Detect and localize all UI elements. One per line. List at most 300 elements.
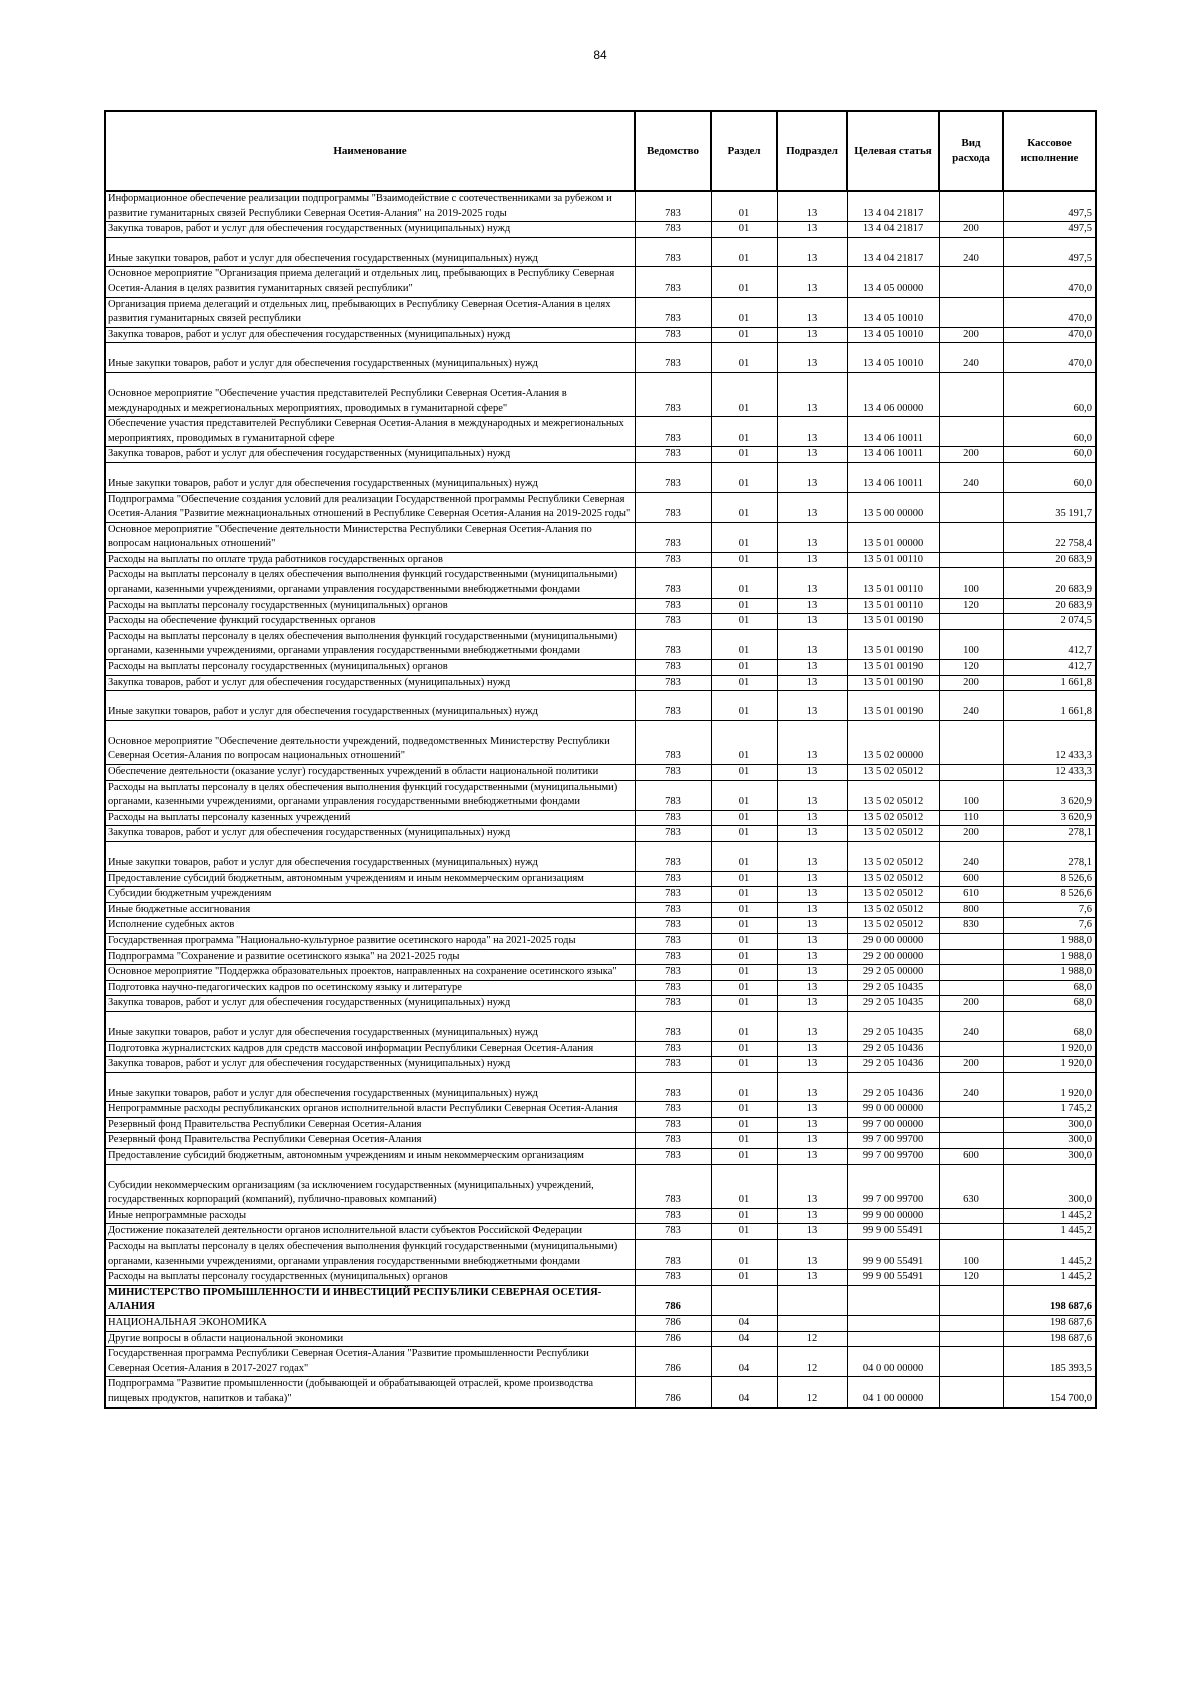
row-vedomstvo-cell: 783 (635, 1041, 711, 1057)
row-sum-cell: 470,0 (1003, 297, 1096, 327)
row-podrazdel-cell: 13 (777, 965, 847, 981)
header-podrazdel: Подраздел (777, 111, 847, 191)
row-celevaya-cell: 13 4 05 10010 (847, 343, 939, 373)
row-vid-cell (939, 297, 1003, 327)
row-vid-cell: 200 (939, 327, 1003, 343)
row-razdel-cell: 01 (711, 933, 777, 949)
row-razdel-cell: 01 (711, 949, 777, 965)
row-vedomstvo-cell: 786 (635, 1316, 711, 1332)
row-vid-cell (939, 522, 1003, 552)
row-vedomstvo-cell: 783 (635, 1072, 711, 1102)
row-sum-cell: 68,0 (1003, 996, 1096, 1012)
row-podrazdel-cell: 13 (777, 297, 847, 327)
row-name-cell: Основное мероприятие "Обеспечение участия представителей Республики Северная Осетия-Алания в международных и межрегиональных мероприятиях, проводимых в гуманитарной сфере" (105, 372, 635, 416)
row-podrazdel-cell: 13 (777, 462, 847, 492)
row-razdel-cell: 01 (711, 522, 777, 552)
table-row (105, 1102, 1096, 1118)
row-celevaya-cell: 13 5 01 00190 (847, 629, 939, 659)
table-row (105, 629, 1096, 659)
row-podrazdel-cell: 13 (777, 267, 847, 297)
row-name-cell: Резервный фонд Правительства Республики Северная Осетия-Алания (105, 1133, 635, 1149)
row-vedomstvo-cell: 783 (635, 949, 711, 965)
row-sum-cell: 470,0 (1003, 327, 1096, 343)
row-sum-cell: 278,1 (1003, 841, 1096, 871)
row-razdel-cell: 01 (711, 720, 777, 764)
row-vedomstvo-cell: 783 (635, 552, 711, 568)
row-celevaya-cell: 13 4 05 00000 (847, 267, 939, 297)
row-name-cell: Расходы на выплаты персоналу в целях обеспечения выполнения функций государственными (муниципальными) органами, казенными учреждениями, органами управления государственными внебюджетными фондами (105, 780, 635, 810)
row-vedomstvo-cell: 783 (635, 902, 711, 918)
row-podrazdel-cell: 12 (777, 1377, 847, 1408)
row-podrazdel-cell: 13 (777, 675, 847, 691)
row-name-cell: Государственная программа Республики Северная Осетия-Алания "Развитие промышленности Республики Северная Осетия-Алания в 2017-2027 годах" (105, 1347, 635, 1377)
row-podrazdel-cell: 13 (777, 372, 847, 416)
row-razdel-cell: 04 (711, 1377, 777, 1408)
row-razdel-cell: 01 (711, 871, 777, 887)
row-razdel-cell: 04 (711, 1316, 777, 1332)
table-row (105, 1347, 1096, 1377)
row-vedomstvo-cell: 786 (635, 1377, 711, 1408)
row-celevaya-cell: 99 9 00 55491 (847, 1270, 939, 1286)
row-vid-cell: 120 (939, 598, 1003, 614)
row-sum-cell: 60,0 (1003, 417, 1096, 447)
row-celevaya-cell: 13 5 01 00190 (847, 614, 939, 630)
row-celevaya-cell: 29 2 05 10435 (847, 1011, 939, 1041)
row-vedomstvo-cell: 783 (635, 372, 711, 416)
row-podrazdel-cell: 13 (777, 980, 847, 996)
row-name-cell: Иные закупки товаров, работ и услуг для обеспечения государственных (муниципальных) нужд (105, 1011, 635, 1041)
table-row (105, 1224, 1096, 1240)
row-name-cell: Подпрограмма "Развитие промышленности (добывающей и обрабатывающей отраслей, кроме производства пищевых продуктов, напитков и табака)" (105, 1377, 635, 1408)
row-razdel-cell: 01 (711, 267, 777, 297)
row-sum-cell: 278,1 (1003, 826, 1096, 842)
row-razdel-cell: 01 (711, 1133, 777, 1149)
row-sum-cell: 20 683,9 (1003, 598, 1096, 614)
row-sum-cell: 1 661,8 (1003, 675, 1096, 691)
row-vid-cell (939, 614, 1003, 630)
table-row (105, 552, 1096, 568)
row-razdel-cell: 04 (711, 1347, 777, 1377)
table-row (105, 841, 1096, 871)
row-vid-cell: 600 (939, 871, 1003, 887)
row-podrazdel-cell (777, 1316, 847, 1332)
row-vedomstvo-cell: 783 (635, 492, 711, 522)
row-vid-cell (939, 417, 1003, 447)
table-row (105, 1316, 1096, 1332)
row-vedomstvo-cell: 783 (635, 568, 711, 598)
table-row (105, 462, 1096, 492)
row-sum-cell: 12 433,3 (1003, 720, 1096, 764)
row-sum-cell: 1 988,0 (1003, 949, 1096, 965)
row-vedomstvo-cell: 783 (635, 222, 711, 238)
row-razdel-cell: 01 (711, 660, 777, 676)
row-vid-cell: 240 (939, 841, 1003, 871)
row-vid-cell: 120 (939, 660, 1003, 676)
row-vedomstvo-cell: 783 (635, 191, 711, 222)
row-podrazdel-cell: 13 (777, 1011, 847, 1041)
row-celevaya-cell: 13 4 05 10010 (847, 327, 939, 343)
row-name-cell: Закупка товаров, работ и услуг для обеспечения государственных (муниципальных) нужд (105, 1057, 635, 1073)
row-razdel-cell: 01 (711, 887, 777, 903)
row-name-cell: Обеспечение деятельности (оказание услуг) государственных учреждений в области национальной политики (105, 765, 635, 781)
row-vid-cell: 100 (939, 568, 1003, 598)
row-name-cell: Иные непрограммные расходы (105, 1208, 635, 1224)
table-row (105, 267, 1096, 297)
table-row (105, 965, 1096, 981)
row-celevaya-cell: 13 4 06 10011 (847, 417, 939, 447)
row-podrazdel-cell: 13 (777, 918, 847, 934)
row-vid-cell (939, 949, 1003, 965)
row-celevaya-cell: 13 5 02 00000 (847, 720, 939, 764)
row-razdel-cell: 01 (711, 297, 777, 327)
row-sum-cell: 1 920,0 (1003, 1057, 1096, 1073)
row-name-cell: Другие вопросы в области национальной экономики (105, 1331, 635, 1347)
row-vid-cell (939, 1041, 1003, 1057)
row-sum-cell: 470,0 (1003, 267, 1096, 297)
row-podrazdel-cell: 13 (777, 871, 847, 887)
row-vedomstvo-cell: 786 (635, 1347, 711, 1377)
row-vid-cell: 800 (939, 902, 1003, 918)
row-sum-cell: 12 433,3 (1003, 765, 1096, 781)
row-vid-cell: 600 (939, 1149, 1003, 1165)
row-vid-cell (939, 267, 1003, 297)
row-podrazdel-cell: 13 (777, 841, 847, 871)
row-podrazdel-cell: 13 (777, 417, 847, 447)
row-vedomstvo-cell: 783 (635, 826, 711, 842)
row-sum-cell: 3 620,9 (1003, 810, 1096, 826)
row-podrazdel-cell: 13 (777, 598, 847, 614)
row-podrazdel-cell: 13 (777, 996, 847, 1012)
row-celevaya-cell: 13 5 02 05012 (847, 918, 939, 934)
row-podrazdel-cell: 13 (777, 887, 847, 903)
row-name-cell: Подпрограмма "Обеспечение создания условий для реализации Государственной программы Республики Северная Осетия-Алания "Развитие межнациональных отношений в Республике Северная Осетия-Алания на 2019-2025 годы" (105, 492, 635, 522)
row-vedomstvo-cell: 783 (635, 810, 711, 826)
row-vid-cell (939, 1377, 1003, 1408)
table-row (105, 1270, 1096, 1286)
row-name-cell: Государственная программа "Национально-культурное развитие осетинского народа" на 2021-2025 годы (105, 933, 635, 949)
row-celevaya-cell: 99 7 00 99700 (847, 1149, 939, 1165)
row-celevaya-cell: 99 7 00 00000 (847, 1117, 939, 1133)
row-name-cell: Закупка товаров, работ и услуг для обеспечения государственных (муниципальных) нужд (105, 675, 635, 691)
row-razdel-cell: 01 (711, 810, 777, 826)
table-row (105, 1057, 1096, 1073)
row-celevaya-cell: 13 5 02 05012 (847, 902, 939, 918)
row-razdel-cell: 01 (711, 191, 777, 222)
row-celevaya-cell (847, 1316, 939, 1332)
table-row (105, 237, 1096, 267)
row-sum-cell: 1 988,0 (1003, 933, 1096, 949)
row-vid-cell (939, 1117, 1003, 1133)
row-name-cell: Исполнение судебных актов (105, 918, 635, 934)
row-vedomstvo-cell: 783 (635, 933, 711, 949)
table-row (105, 780, 1096, 810)
row-name-cell: Резервный фонд Правительства Республики Северная Осетия-Алания (105, 1117, 635, 1133)
row-podrazdel-cell: 13 (777, 327, 847, 343)
row-sum-cell: 1 920,0 (1003, 1041, 1096, 1057)
row-celevaya-cell: 13 4 04 21817 (847, 237, 939, 267)
row-vedomstvo-cell: 783 (635, 1270, 711, 1286)
row-razdel-cell: 01 (711, 980, 777, 996)
row-podrazdel-cell: 12 (777, 1347, 847, 1377)
row-vid-cell: 830 (939, 918, 1003, 934)
row-vedomstvo-cell: 783 (635, 267, 711, 297)
row-name-cell: Информационное обеспечение реализации подпрограммы "Взаимодействие с соотечественниками за рубежом и развитие гуманитарных связей Республики Северная Осетия-Алания" на 2019-2025 годы (105, 191, 635, 222)
row-podrazdel-cell: 13 (777, 933, 847, 949)
row-sum-cell: 3 620,9 (1003, 780, 1096, 810)
row-vedomstvo-cell: 783 (635, 1133, 711, 1149)
row-name-cell: НАЦИОНАЛЬНАЯ ЭКОНОМИКА (105, 1316, 635, 1332)
table-row (105, 675, 1096, 691)
row-sum-cell: 300,0 (1003, 1149, 1096, 1165)
header-razdel: Раздел (711, 111, 777, 191)
row-name-cell: Иные закупки товаров, работ и услуг для обеспечения государственных (муниципальных) нужд (105, 462, 635, 492)
row-name-cell: Расходы на выплаты персоналу государственных (муниципальных) органов (105, 1270, 635, 1286)
table-body (105, 191, 1096, 1408)
row-sum-cell: 60,0 (1003, 372, 1096, 416)
row-name-cell: Подготовка научно-педагогических кадров по осетинскому языку и литературе (105, 980, 635, 996)
row-vid-cell (939, 372, 1003, 416)
row-vid-cell (939, 933, 1003, 949)
row-sum-cell: 198 687,6 (1003, 1316, 1096, 1332)
row-celevaya-cell: 13 5 02 05012 (847, 871, 939, 887)
row-razdel-cell: 01 (711, 765, 777, 781)
row-name-cell: Расходы на выплаты персоналу в целях обеспечения выполнения функций государственными (муниципальными) органами, казенными учреждениями, органами управления государственными внебюджетными фондами (105, 1240, 635, 1270)
row-razdel-cell: 01 (711, 343, 777, 373)
row-razdel-cell: 04 (711, 1331, 777, 1347)
row-sum-cell: 154 700,0 (1003, 1377, 1096, 1408)
row-vedomstvo-cell: 786 (635, 1285, 711, 1315)
row-vid-cell: 100 (939, 780, 1003, 810)
row-podrazdel-cell: 13 (777, 1072, 847, 1102)
row-celevaya-cell: 99 9 00 55491 (847, 1224, 939, 1240)
row-razdel-cell: 01 (711, 372, 777, 416)
row-vedomstvo-cell: 783 (635, 343, 711, 373)
row-celevaya-cell: 99 7 00 99700 (847, 1164, 939, 1208)
row-vid-cell: 610 (939, 887, 1003, 903)
row-vedomstvo-cell: 783 (635, 237, 711, 267)
row-vedomstvo-cell: 783 (635, 871, 711, 887)
row-celevaya-cell: 99 9 00 00000 (847, 1208, 939, 1224)
row-vedomstvo-cell: 783 (635, 614, 711, 630)
row-name-cell: Подготовка журналистских кадров для средств массовой информации Республики Северная Осетия-Алания (105, 1041, 635, 1057)
row-celevaya-cell: 13 5 02 05012 (847, 765, 939, 781)
table-row (105, 660, 1096, 676)
table-row (105, 598, 1096, 614)
row-vedomstvo-cell: 783 (635, 965, 711, 981)
row-name-cell: Иные закупки товаров, работ и услуг для обеспечения государственных (муниципальных) нужд (105, 343, 635, 373)
row-celevaya-cell: 99 9 00 55491 (847, 1240, 939, 1270)
row-razdel-cell: 01 (711, 841, 777, 871)
row-vid-cell (939, 1285, 1003, 1315)
row-vid-cell (939, 1347, 1003, 1377)
row-sum-cell: 300,0 (1003, 1164, 1096, 1208)
row-name-cell: Закупка товаров, работ и услуг для обеспечения государственных (муниципальных) нужд (105, 996, 635, 1012)
header-vedomstvo: Ведомство (635, 111, 711, 191)
row-razdel-cell: 01 (711, 691, 777, 721)
table-row (105, 1240, 1096, 1270)
row-razdel-cell: 01 (711, 1149, 777, 1165)
row-name-cell: Закупка товаров, работ и услуг для обеспечения государственных (муниципальных) нужд (105, 447, 635, 463)
row-vedomstvo-cell: 783 (635, 1164, 711, 1208)
row-name-cell: Расходы на выплаты персоналу государственных (муниципальных) органов (105, 598, 635, 614)
row-vedomstvo-cell: 783 (635, 918, 711, 934)
row-razdel-cell: 01 (711, 1057, 777, 1073)
table-row (105, 568, 1096, 598)
row-celevaya-cell: 13 5 02 05012 (847, 887, 939, 903)
row-vid-cell: 200 (939, 826, 1003, 842)
row-name-cell: Подпрограмма "Сохранение и развитие осетинского языка" на 2021-2025 годы (105, 949, 635, 965)
row-celevaya-cell: 04 0 00 00000 (847, 1347, 939, 1377)
row-vid-cell (939, 720, 1003, 764)
row-name-cell: Основное мероприятие "Организация приема делегаций и отдельных лиц, пребывающих в Республику Северная Осетия-Алания в целях развития гуманитарных связей республики" (105, 267, 635, 297)
row-razdel-cell: 01 (711, 918, 777, 934)
page-number: 84 (593, 48, 607, 62)
row-podrazdel-cell: 13 (777, 660, 847, 676)
row-vedomstvo-cell: 786 (635, 1331, 711, 1347)
table-row (105, 191, 1096, 222)
row-razdel-cell: 01 (711, 462, 777, 492)
row-razdel-cell: 01 (711, 1011, 777, 1041)
row-celevaya-cell: 29 2 05 10435 (847, 980, 939, 996)
table-row (105, 765, 1096, 781)
row-podrazdel-cell: 13 (777, 780, 847, 810)
row-podrazdel-cell: 13 (777, 222, 847, 238)
row-podrazdel-cell: 13 (777, 1240, 847, 1270)
row-podrazdel-cell: 13 (777, 1117, 847, 1133)
table-row (105, 996, 1096, 1012)
row-razdel-cell: 01 (711, 1208, 777, 1224)
row-vid-cell: 240 (939, 343, 1003, 373)
row-podrazdel-cell: 13 (777, 191, 847, 222)
row-vedomstvo-cell: 783 (635, 887, 711, 903)
row-vid-cell: 100 (939, 629, 1003, 659)
row-vedomstvo-cell: 783 (635, 675, 711, 691)
row-celevaya-cell: 29 2 05 00000 (847, 965, 939, 981)
row-vid-cell (939, 552, 1003, 568)
row-name-cell: Расходы на выплаты по оплате труда работников государственных органов (105, 552, 635, 568)
table-row (105, 297, 1096, 327)
row-vedomstvo-cell: 783 (635, 1011, 711, 1041)
table-row (105, 1133, 1096, 1149)
row-celevaya-cell: 13 5 00 00000 (847, 492, 939, 522)
row-name-cell: Иные закупки товаров, работ и услуг для обеспечения государственных (муниципальных) нужд (105, 237, 635, 267)
table-row (105, 933, 1096, 949)
row-name-cell: Достижение показателей деятельности органов исполнительной власти субъектов Российской Федерации (105, 1224, 635, 1240)
row-celevaya-cell: 13 5 01 00190 (847, 660, 939, 676)
table-row (105, 614, 1096, 630)
row-vid-cell: 120 (939, 1270, 1003, 1286)
row-podrazdel-cell: 13 (777, 629, 847, 659)
table-row (105, 902, 1096, 918)
table-row (105, 918, 1096, 934)
row-vid-cell: 100 (939, 1240, 1003, 1270)
row-sum-cell: 1 661,8 (1003, 691, 1096, 721)
table-row (105, 949, 1096, 965)
row-name-cell: Расходы на выплаты персоналу в целях обеспечения выполнения функций государственными (муниципальными) органами, казенными учреждениями, органами управления государственными внебюджетными фондами (105, 629, 635, 659)
row-sum-cell: 7,6 (1003, 918, 1096, 934)
row-podrazdel-cell (777, 1285, 847, 1315)
row-name-cell: Основное мероприятие "Обеспечение деятельности Министерства Республики Северная Осетия-Алания по вопросам национальных отношений" (105, 522, 635, 552)
row-vedomstvo-cell: 783 (635, 1149, 711, 1165)
row-razdel-cell: 01 (711, 492, 777, 522)
table-row (105, 343, 1096, 373)
row-vid-cell (939, 1316, 1003, 1332)
row-vedomstvo-cell: 783 (635, 598, 711, 614)
row-vid-cell: 110 (939, 810, 1003, 826)
row-name-cell: Основное мероприятие "Обеспечение деятельности учреждений, подведомственных Министерству Республики Северная Осетия-Алания по вопросам национальных отношений" (105, 720, 635, 764)
row-vid-cell: 200 (939, 1057, 1003, 1073)
table-row (105, 522, 1096, 552)
row-vedomstvo-cell: 783 (635, 691, 711, 721)
row-celevaya-cell: 13 4 05 10010 (847, 297, 939, 327)
row-podrazdel-cell: 13 (777, 1149, 847, 1165)
row-celevaya-cell: 13 5 01 00110 (847, 568, 939, 598)
row-sum-cell: 60,0 (1003, 462, 1096, 492)
row-sum-cell: 1 745,2 (1003, 1102, 1096, 1118)
row-sum-cell: 412,7 (1003, 660, 1096, 676)
row-vedomstvo-cell: 783 (635, 780, 711, 810)
table-row (105, 871, 1096, 887)
row-sum-cell: 1 920,0 (1003, 1072, 1096, 1102)
row-podrazdel-cell: 13 (777, 691, 847, 721)
table-row (105, 980, 1096, 996)
row-podrazdel-cell: 13 (777, 1164, 847, 1208)
row-sum-cell: 185 393,5 (1003, 1347, 1096, 1377)
row-vedomstvo-cell: 783 (635, 327, 711, 343)
row-celevaya-cell: 29 2 05 10436 (847, 1072, 939, 1102)
row-name-cell: Расходы на выплаты персоналу государственных (муниципальных) органов (105, 660, 635, 676)
row-razdel-cell: 01 (711, 1072, 777, 1102)
row-razdel-cell: 01 (711, 447, 777, 463)
row-razdel-cell: 01 (711, 552, 777, 568)
row-sum-cell: 470,0 (1003, 343, 1096, 373)
row-celevaya-cell: 13 5 01 00190 (847, 691, 939, 721)
row-vedomstvo-cell: 783 (635, 1057, 711, 1073)
row-vedomstvo-cell: 783 (635, 629, 711, 659)
row-sum-cell: 22 758,4 (1003, 522, 1096, 552)
row-vedomstvo-cell: 783 (635, 1224, 711, 1240)
row-name-cell: Расходы на выплаты персоналу в целях обеспечения выполнения функций государственными (муниципальными) органами, казенными учреждениями, органами управления государственными внебюджетными фондами (105, 568, 635, 598)
row-sum-cell: 8 526,6 (1003, 871, 1096, 887)
row-celevaya-cell: 13 4 04 21817 (847, 191, 939, 222)
row-podrazdel-cell: 13 (777, 552, 847, 568)
header-vid-raskhoda: Вид расхода (939, 111, 1003, 191)
row-celevaya-cell: 29 2 05 10435 (847, 996, 939, 1012)
row-vid-cell: 200 (939, 996, 1003, 1012)
row-celevaya-cell: 13 5 02 05012 (847, 841, 939, 871)
row-razdel-cell: 01 (711, 1240, 777, 1270)
row-sum-cell: 412,7 (1003, 629, 1096, 659)
row-razdel-cell: 01 (711, 902, 777, 918)
row-name-cell: Закупка товаров, работ и услуг для обеспечения государственных (муниципальных) нужд (105, 826, 635, 842)
row-celevaya-cell: 99 0 00 00000 (847, 1102, 939, 1118)
table-row (105, 887, 1096, 903)
row-vid-cell (939, 1133, 1003, 1149)
row-sum-cell: 60,0 (1003, 447, 1096, 463)
row-vedomstvo-cell: 783 (635, 417, 711, 447)
row-podrazdel-cell: 13 (777, 1270, 847, 1286)
row-name-cell: Основное мероприятие "Поддержка образовательных проектов, направленных на сохранение осетинского языка" (105, 965, 635, 981)
row-podrazdel-cell: 13 (777, 568, 847, 598)
row-razdel-cell: 01 (711, 629, 777, 659)
row-sum-cell: 20 683,9 (1003, 552, 1096, 568)
row-name-cell: Субсидии бюджетным учреждениям (105, 887, 635, 903)
row-sum-cell: 1 445,2 (1003, 1208, 1096, 1224)
row-vid-cell (939, 1208, 1003, 1224)
row-podrazdel-cell: 13 (777, 447, 847, 463)
row-razdel-cell: 01 (711, 1117, 777, 1133)
row-name-cell: Закупка товаров, работ и услуг для обеспечения государственных (муниципальных) нужд (105, 327, 635, 343)
